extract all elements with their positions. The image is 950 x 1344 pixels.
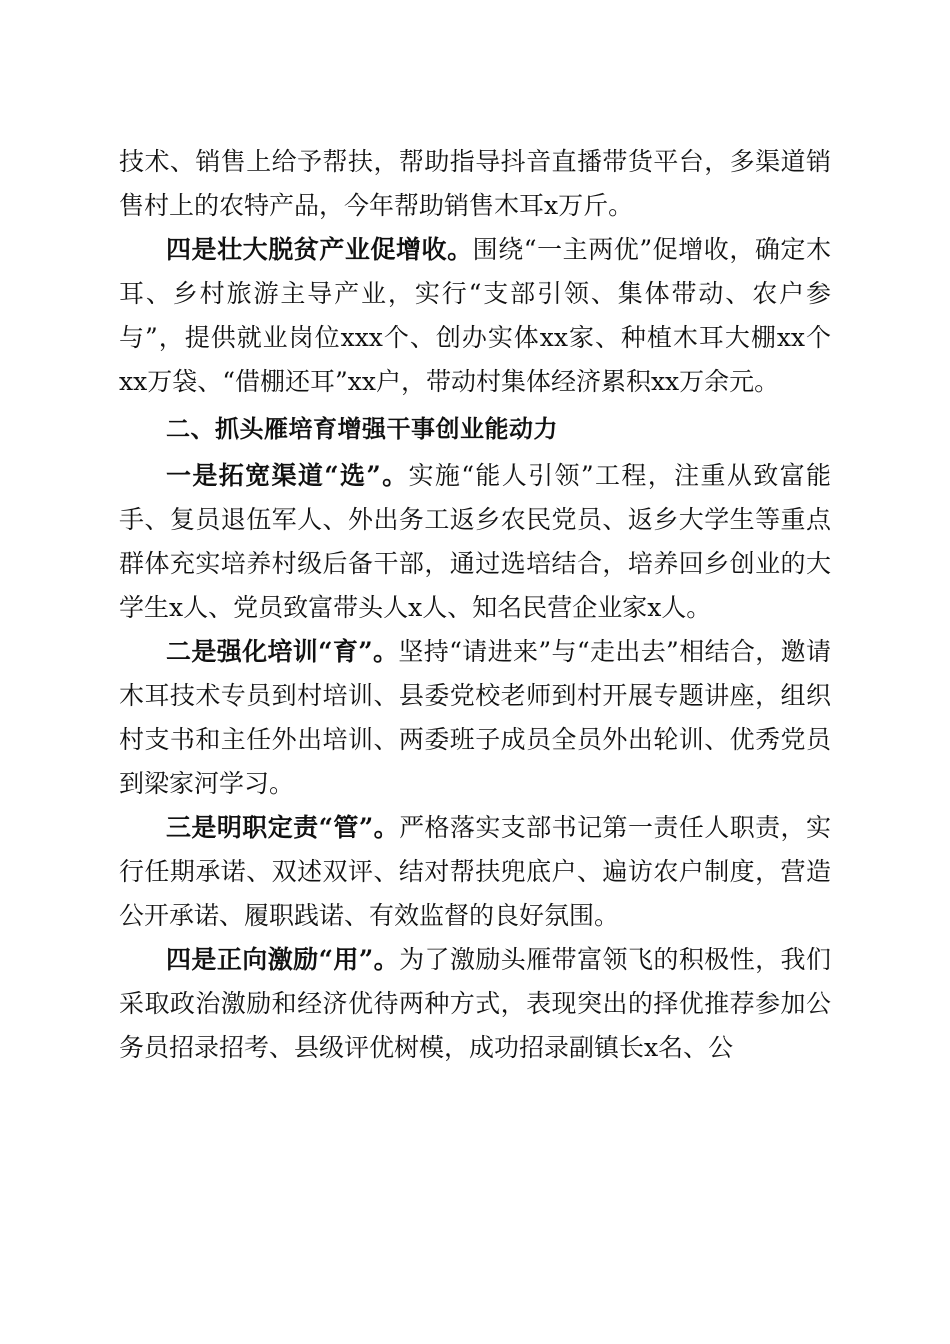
- section-heading: 二、抓头雁培育增强干事创业能动力: [166, 415, 558, 443]
- paragraph-lead: 三是明职定责“管”。: [166, 813, 400, 842]
- paragraph-text: 严格落实支部书记第一责任人职责，实行任期承诺、双述双评、结对帮扶兜底户、遍访农户制度，营造公开承诺、履职践诺、有效监督的良好氛围。: [119, 813, 831, 930]
- paragraph-lead: 四是正向激励“用”。: [166, 945, 400, 974]
- paragraph-industry: [119, 228, 831, 404]
- paragraph-continued: [119, 140, 831, 228]
- paragraph-text: 技术、销售上给予帮扶，帮助指导抖音直播带货平台，多渠道销售村上的农特产品，今年帮助销售木耳x万斤。: [119, 147, 831, 220]
- paragraph-use: [119, 938, 831, 1070]
- paragraph-lead: 二是强化培训“育”。: [166, 637, 399, 666]
- paragraph-train: [119, 630, 831, 806]
- paragraph-text: 围绕“一主两优”促增收，确定木耳、乡村旅游主导产业，实行“支部引领、集体带动、农户参与”，提供就业岗位xxx个、创办实体xx家、种植木耳大棚xx个xx万袋、“借棚还耳”xx户，带动村集体经济累积xx万余元。: [119, 235, 831, 396]
- paragraph-lead: 一是拓宽渠道“选”。: [166, 461, 409, 490]
- document-body: [119, 140, 831, 1070]
- paragraph-text: 坚持“请进来”与“走出去”相结合，邀请木耳技术专员到村培训、县委党校老师到村开展专题讲座，组织村支书和主任外出培训、两委班子成员全员外出轮训、优秀党员到梁家河学习。: [119, 637, 831, 798]
- paragraph-manage: [119, 806, 831, 938]
- paragraph-text: 为了激励头雁带富领飞的积极性，我们采取政治激励和经济优待两种方式，表现突出的择优推荐参加公务员招录招考、县级评优树模，成功招录副镇长x名、公: [119, 945, 831, 1062]
- paragraph-text: 实施“能人引领”工程，注重从致富能手、复员退伍军人、外出务工返乡农民党员、返乡大学生等重点群体充实培养村级后备干部，通过选培结合，培养回乡创业的大学生x人、党员致富带头人x人、知名民营企业家x人。: [119, 461, 831, 622]
- paragraph-select: [119, 454, 831, 630]
- paragraph-lead: 四是壮大脱贫产业促增收。: [166, 235, 473, 264]
